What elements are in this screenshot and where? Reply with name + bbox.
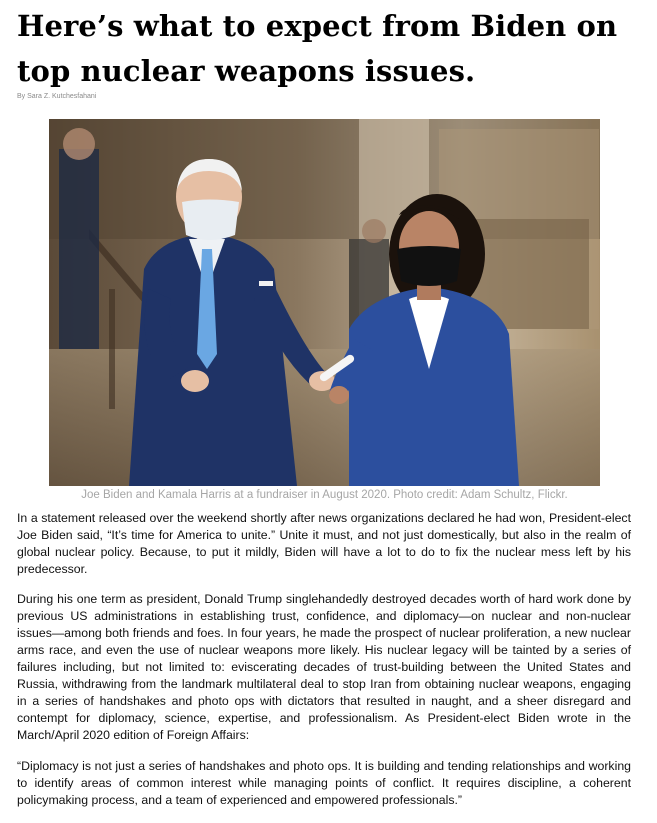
article-paragraph: During his one term as president, Donald Trump singlehandedly destroyed decades worth of hard work done by previous US administrations in establishing trust, confidence, and diplomacy—on nuclear and non-nuclear issues—among both friends and foes. In four years, he made the prospect of nuclear proliferation, a new nuclear arms race, and even the use of nuclear weapons more likely. His nuclear legacy will be tainted by a series of failures including, but not limited to: eviscerating decades of trust-building between the United States and Russia, withdrawing from the landmark multilateral deal to stop Iran from obtaining nuclear weapons, engaging in a series of handshakes and photo ops with dictators that resulted in naught, and a sheer disregard and contempt for diplomacy, science, expertise, and professionalism. As President-elect Biden wrote in the March/April 2020 edition of Foreign Affairs: (17, 592, 631, 742)
article-headline: Here’s what to expect from Biden on top nuclear weapons issues. (17, 9, 618, 88)
article-byline: By Sara Z. Kutchesfahani (17, 93, 97, 100)
article-paragraph: In a statement released over the weekend shortly after news organizations declared he had won, President-elect Joe Biden said, “It’s time for America to unite.” Unite it must, and not just domestically, but also in the realm of global nuclear policy. Because, to put it mildly, Biden will have a lot to do to fix the nuclear mess left by his predecessor. (17, 511, 631, 576)
article-quote: “Diplomacy is not just a series of handshakes and photo ops. It is building and tending relationships and working to identify areas of common interest while managing points of conflict. It requires discipline, a coherent policymaking process, and a team of experienced and empowered professionals.” (17, 759, 631, 807)
photo-caption: Joe Biden and Kamala Harris at a fundraiser in August 2020. Photo credit: Adam Schultz, Flickr. (81, 489, 568, 501)
photo-illustration (49, 119, 600, 486)
article-photo (49, 119, 600, 486)
